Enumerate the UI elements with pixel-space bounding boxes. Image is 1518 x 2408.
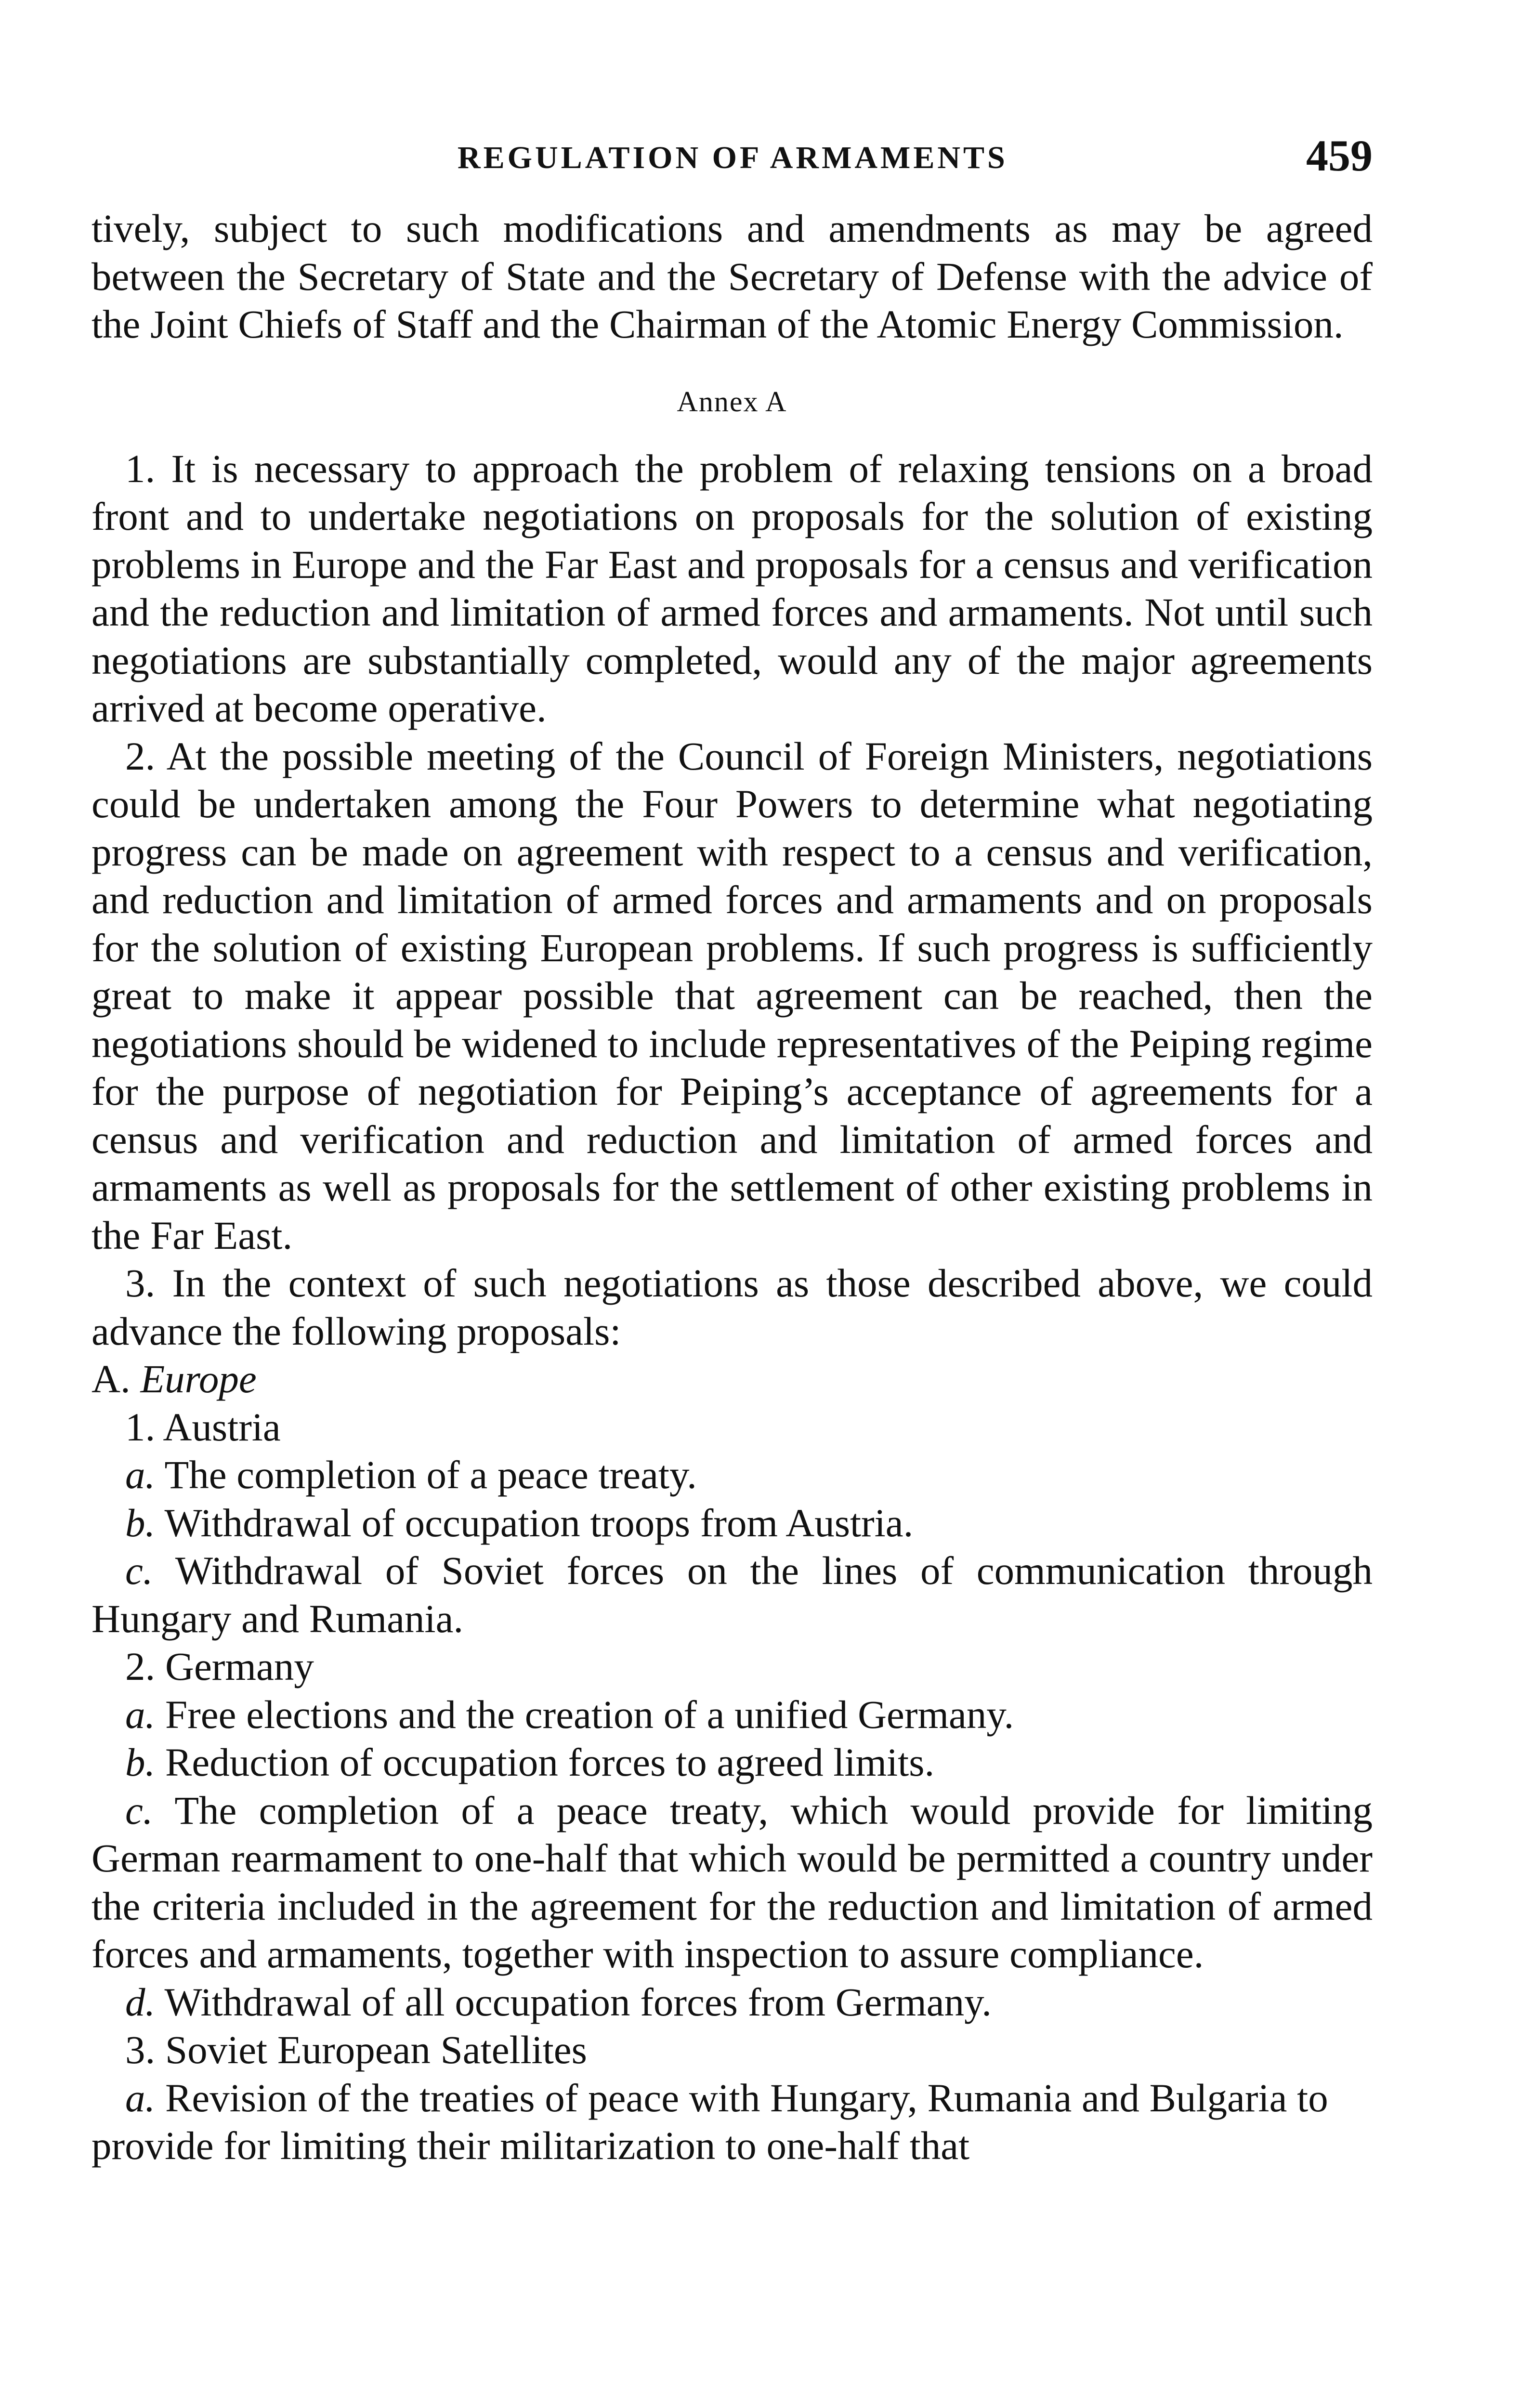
annex-title: Annex A [677,385,787,418]
item-letter: d. [125,1979,156,2024]
item-satellites: 3. Soviet European Satellites [125,2028,587,2072]
item-letter: b. [125,1740,156,1784]
opening-paragraph: tively, subject to such modifications and amendments as may be agreed between the Secretary of State and the Secretary of Defense with the advice of the Joint Chiefs of Staff and the Chairman of the Atomic Energy Commission. [92,206,1373,346]
item-austria: 1. Austria [125,1404,281,1449]
item-text: Withdrawal of Soviet forces on the lines of communication through Hungary and Rumania. [92,1548,1373,1641]
item-letter: c. [125,1548,153,1593]
item-letter: a. [125,2075,156,2120]
item-text: The completion of a peace treaty, which would provide for limiting German rearmament to one-half that which would be permitted a country under the criteria included in the agreement for the reduction and limitation of armed forces and armaments, together with inspection to assure compliance. [92,1788,1373,1976]
running-head: REGULATION OF ARMAMENTS [458,140,1008,175]
item-text: Reduction of occupation forces to agreed limits. [165,1740,935,1784]
item-germany-a [92,1691,1373,1739]
item-letter: b. [125,1500,156,1545]
item-germany-b [92,1739,1373,1787]
item-text: Revision of the treaties of peace with Hungary, Rumania and Bulgaria to provide for limiting their militarization to one-half that [92,2075,1328,2168]
item-austria-a [92,1451,1373,1499]
paragraph-2: 2. At the possible meeting of the Council of Foreign Ministers, negotiations could be undertaken among the Four Powers to determine what negotiating progress can be made on agreement with respect to a census and verification, and reduction and limitation of armed forces and armaments and on proposals for the solution of existing European problems. If such progress is sufficiently great to make it appear possible that agreement can be reached, then the negotiations should be widened to include representatives of the Peiping regime for the purpose of negotiation for Peiping’s acceptance of agreements for a census and verification and reduction and limitation of armed forces and armaments as well as proposals for the settlement of other existing problems in the Far East. [92,733,1373,1257]
item-text: Withdrawal of all occupation forces from Germany. [164,1979,992,2024]
item-austria-b [92,1499,1373,1547]
body-text [92,205,1373,2170]
item-satellites-a [92,2074,1373,2170]
section-a-heading [92,1355,1373,1403]
item-letter: a. [125,1692,156,1737]
item-letter: c. [125,1788,153,1832]
item-germany: 2. Germany [125,1644,314,1688]
item-germany-d [92,1978,1373,2027]
item-text: The completion of a peace treaty. [164,1453,697,1497]
section-a-title: Europe [140,1357,257,1401]
section-a-letter: A. [92,1357,131,1401]
page-header [96,130,1382,183]
page-number: 459 [1306,131,1373,180]
item-letter: a. [125,1453,156,1497]
paragraph-3: 3. In the context of such negotiations as those described above, we could advance the following proposals: [92,1261,1373,1353]
paragraph-1: 1. It is necessary to approach the problem of relaxing tensions on a broad front and to undertake negotiations on proposals for the solution of existing problems in Europe and the Far East and proposals for a census and verification and the reduction and limitation of armed forces and armaments. Not until such negotiations are substantially completed, would any of the major agreements arrived at become operative. [92,446,1373,730]
item-text: Free elections and the creation of a unified Germany. [165,1692,1014,1737]
item-germany-c [92,1787,1373,1978]
item-austria-c [92,1547,1373,1643]
item-text: Withdrawal of occupation troops from Austria. [164,1500,914,1545]
